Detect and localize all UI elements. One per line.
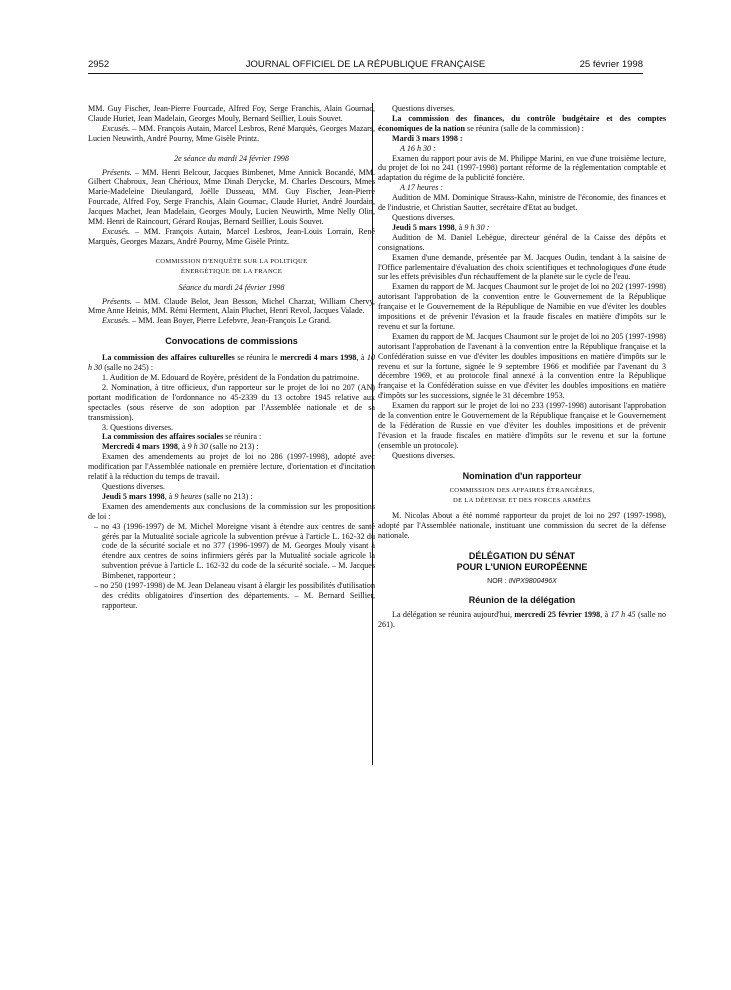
agenda-item: 3. Questions diverses. <box>102 422 174 432</box>
agenda-item: Examen des amendements aux conclusions de la commission sur les propositions de loi : <box>88 501 375 521</box>
commission-heading: COMMISSION D'ENQUÊTE SUR LA POLITIQUE <box>155 257 308 265</box>
section-heading: Réunion de la délégation <box>468 595 576 606</box>
attendees-paragraph: MM. Guy Fischer, Jean-Pierre Fourcade, Alfred Foy, Serge Franchis, Alain Gournac, Claude Huriet, Jean Madelain, Georges Mouly, Bernard Seillier, Louis Souvet. <box>88 104 375 123</box>
delegation-heading: DÉLÉGATION DU SÉNAT <box>468 551 576 562</box>
page-header <box>88 59 643 74</box>
nor-reference: NOR : INPX9800496X <box>487 578 557 586</box>
agenda-item: – no 250 (1997-1998) de M. Jean Delaneau visant à élargir les possibilités d'utilisation des crédits obligatoires d'insertion des départements. – M. Bernard Seillier, rapporteur. <box>94 581 375 610</box>
date-heading: Jeudi 5 mars 1998, à 9 heures (salle no 213) : <box>102 491 253 501</box>
agenda-item: 2. Nomination, à titre officieux, d'un rapporteur sur le projet de loi no 207 (AN) portant modification de l'ordonnance no 45-2339 du 13 octobre 1945 relative aux spectacles (sous réserve de son adoption par l'Assemblée nationale et de sa transmission). <box>88 382 375 422</box>
left-column <box>88 104 375 611</box>
agenda-item: Questions diverses. <box>392 212 455 222</box>
date-heading: Mardi 3 mars 1998 : <box>392 133 463 143</box>
present-paragraph: Présents. – MM. Henri Belcour, Jacques Bimbenet, Mme Annick Bocandé, MM. Gilbert Chabroux, Jean Chérioux, Mme Dinah Derycke, M. Charles Descours, Mmes Marie-Madeleine Dieulangard, Joëlle Dusseau, MM. Guy Fischer, Jean-Pierre Fourcade, Alfred Foy, Serge Franchis, Alain Gournac, Claude Huriet, André Jourdain, Jacques Machet, Jean Madelain, Georges Mouly, Lucien Neuwirth, Mme Nelly Olin, MM. Henri de Raincourt, Gérard Roujas, Bernard Seillier, Louis Souvet. <box>88 167 375 227</box>
agenda-item: Examen du rapport de M. Jacques Chaumont sur le projet de loi no 202 (1997-1998) autorisant l'approbation de la convention entre le Gouvernement de la République française et le Gouvernement de la République de Namibie en vue d'éviter les doubles impositions et de prévenir l'évasion et la fraude fiscales en matière d'impôts sur le revenu et sur la fortune. <box>378 282 666 331</box>
excused-paragraph: Excusés. – MM. Jean Boyer, Pierre Lefebvre, Jean-François Le Grand. <box>102 316 331 326</box>
excused-paragraph: Excusés. – MM. François Autain, Marcel Lesbros, René Marquès, Georges Mazars, Lucien Neuwirth, André Pourny, Mme Gisèle Printz. <box>88 123 375 143</box>
present-paragraph: Présents. – MM. Claude Belot, Jean Besson, Michel Charzat, William Chervy, Mme Anne Heinis, MM. Rémi Herment, Alain Pluchet, Henri Revol, Jacques Valade. <box>88 296 375 316</box>
time-heading: A 17 heures : <box>400 183 443 193</box>
agenda-item: 1. Audition de M. Edouard de Royère, président de la Fondation du patrimoine. <box>102 373 360 383</box>
commission-convocation: La commission des affaires culturelles se réunira le mercredi 4 mars 1998, à 10 h 30 (salle no 245) : <box>88 353 375 373</box>
commission-convocation: La commission des finances, du contrôle budgétaire et des comptes économiques de la nation se réunira (salle de la commission) : <box>378 113 666 133</box>
journal-title: JOURNAL OFFICIEL DE LA RÉPUBLIQUE FRANÇAISE <box>245 59 486 70</box>
agenda-item: Audition de MM. Dominique Strauss-Kahn, ministre de l'économie, des finances et de l'industrie, et Christian Sautter, secrétaire d'Etat au budget. <box>378 193 666 213</box>
agenda-item: Examen d'une demande, présentée par M. Jacques Oudin, tendant à la saisine de l'Office parlementaire d'évaluation des choix scientifiques et technologiques d'une étude sur les effets prévisibles d'un réchauffement de la planète sur le cycle de l'eau. <box>378 252 666 282</box>
agenda-item: Examen du rapport sur le projet de loi no 233 (1997-1998) autorisant l'approbation de la convention entre le Gouvernement de la République française et le Gouvernement de la Fédération de Russie en vue d'éviter les doubles impositions et de prévenir l'évasion et la fraude fiscales en matière d'impôts sur le revenu et sur la fortune (ensemble un protocole). <box>378 401 666 450</box>
agenda-item: La délégation se réunira aujourd'hui, mercredi 25 février 1998, à 17 h 45 (salle no 261). <box>378 610 667 629</box>
agenda-item: M. Nicolas About a été nommé rapporteur du projet de loi no 297 (1997-1998), adopté par l'Assemblée nationale, instituant une commission du secret de la défense nationale. <box>378 511 666 541</box>
agenda-item: – no 43 (1996-1997) de M. Michel Moreigne visant à étendre aux centres de santé gérés par la Mutualité sociale agricole la subvention prévue à l'article L. 162-32 du code de la sécurité sociale et no 377 (1996-1997) de M. Georges Mouly visant à étendre aux centres de soins infirmiers gérés par la Mutualité sociale agricole la subvention prévue à l'article L. 162-32 du code de la sécurité sociale. – M. Jacques Bimbenet, rapporteur ; <box>94 521 375 581</box>
section-heading: Nomination d'un rapporteur <box>462 470 582 481</box>
right-column <box>378 104 666 630</box>
page-number: 2952 <box>88 59 110 70</box>
agenda-item: Examen des amendements au projet de loi no 286 (1997-1998), adopté avec modification par l'Assemblée nationale en première lecture, d'orientation et d'incitation relatif à la réduction du temps de travail. <box>88 452 375 482</box>
issue-date: 25 février 1998 <box>579 59 643 70</box>
excused-paragraph: Excusés. – MM. François Autain, Marcel Lesbros, Jean-Louis Lorrain, René Marquès, Georges Mazars, André Pourny, Mme Gisèle Printz. <box>88 226 375 246</box>
commission-convocation: La commission des affaires sociales se réunira : <box>102 432 262 442</box>
commission-heading: DE LA DÉFENSE ET DES FORCES ARMÉES <box>453 496 591 504</box>
delegation-heading: POUR L'UNION EUROPÉENNE <box>456 562 588 573</box>
section-heading: Convocations de commissions <box>165 336 298 347</box>
agenda-item: Audition de M. Daniel Lebègue, directeur général de la Caisse des dépôts et consignations. <box>378 232 666 252</box>
date-heading: Jeudi 5 mars 1998, à 9 h 30 : <box>392 222 490 232</box>
agenda-item: Questions diverses. <box>102 482 165 491</box>
session-heading: 2e séance du mardi 24 février 1998 <box>174 153 289 163</box>
session-heading: Séance du mardi 24 février 1998 <box>178 282 285 292</box>
time-heading: A 16 h 30 : <box>400 143 436 153</box>
agenda-item: Examen du rapport de M. Jacques Chaumont sur le projet de loi no 205 (1997-1998) autorisant l'approbation de l'avenant à la convention entre la République française et la Confédération suisse en vue d'éviter les doubles impositions en matière d'impôts sur le revenu et sur la fortune, signée le 9 septembre 1966 et modifiée par l'avenant du 3 décembre 1969, et au protocole final annexé à la convention entre la République française et la Confédération suisse en vue d'éviter les doubles impositions en matière d'impôts sur les successions, signée le 31 décembre 1953. <box>378 331 666 401</box>
agenda-item: Examen du rapport pour avis de M. Philippe Marini, en vue d'une troisième lecture, du projet de loi no 241 (1997-1998) portant réforme de la réglementation comptable et adaptation du régime de la publicité foncière. <box>378 153 666 183</box>
date-heading: Mercredi 4 mars 1998, à 9 h 30 (salle no 213) : <box>102 442 259 452</box>
agenda-item: Questions diverses. <box>392 450 455 460</box>
commission-heading: ÉNERGÉTIQUE DE LA FRANCE <box>180 267 283 275</box>
agenda-item: Questions diverses. <box>392 104 455 113</box>
commission-heading: COMMISSION DES AFFAIRES ÉTRANGÈRES, <box>449 486 595 494</box>
